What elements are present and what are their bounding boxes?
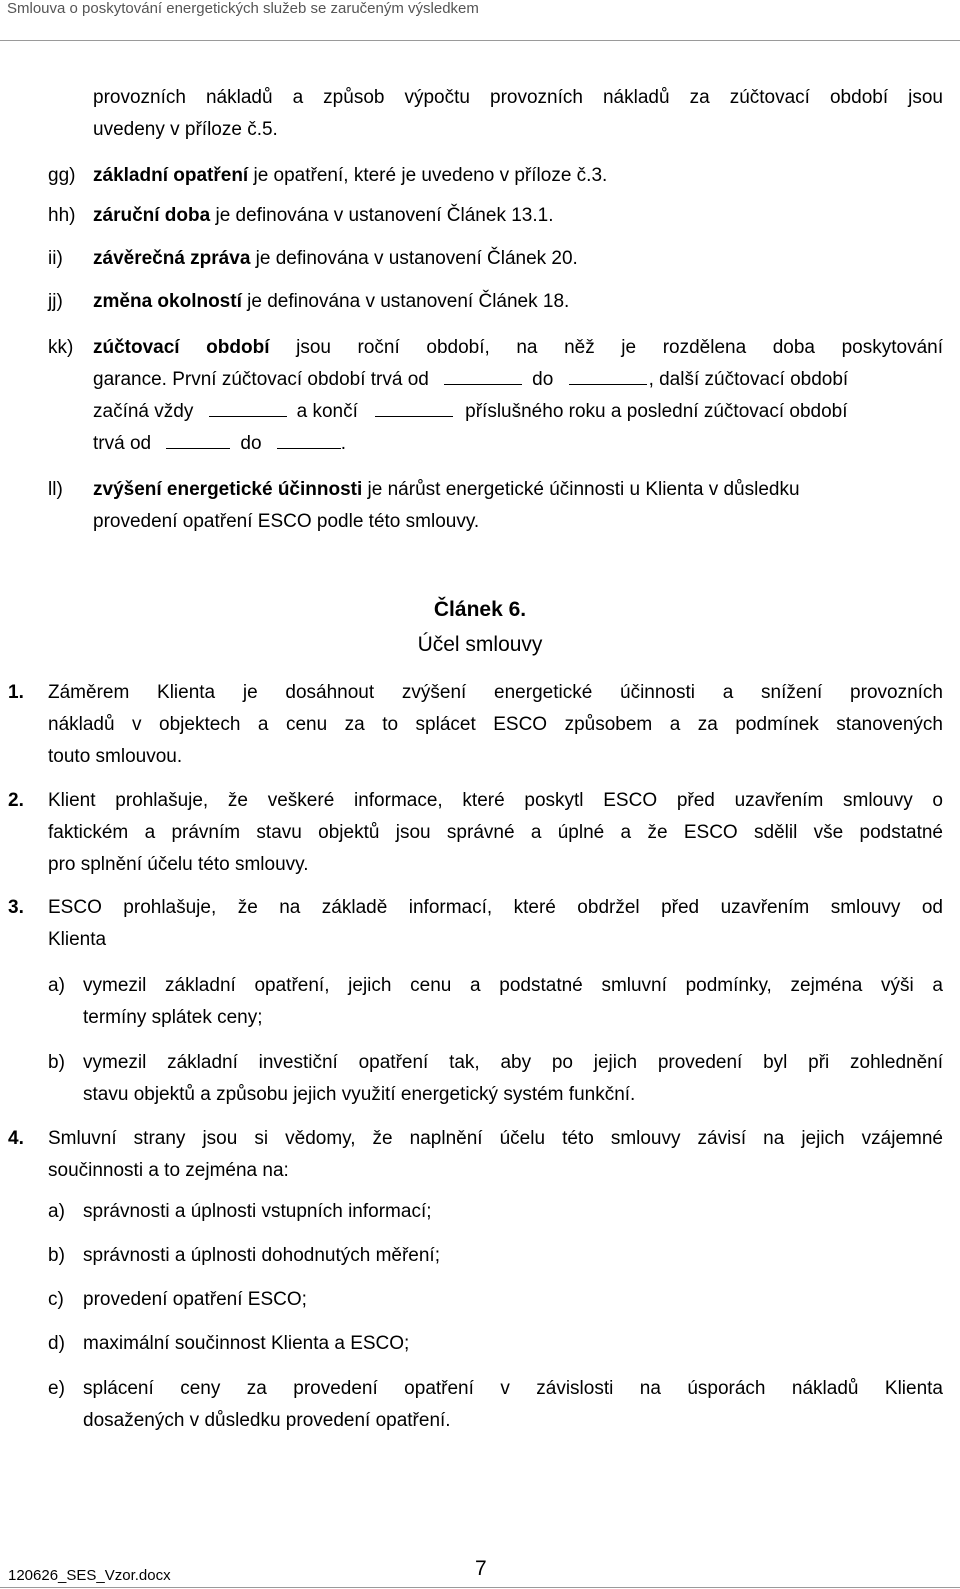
- definition-kk-line4: trvá od do .: [93, 433, 347, 454]
- article-title: Účel smlouvy: [417, 633, 543, 656]
- item-number: 1.: [8, 682, 24, 703]
- item-3-line: Klienta: [48, 929, 107, 950]
- subitem-marker: a): [48, 975, 65, 996]
- definition-kk-line3: začíná vždy a končí příslušného roku a poslední zúčtovací období: [93, 401, 848, 422]
- definition-continuation-line: provozních nákladů a způsob výpočtu provozních nákladů za zúčtovací období jsou: [93, 87, 943, 108]
- definition-text: je definována v ustanovení Článek 13.1.: [210, 205, 554, 226]
- definition-ll-line2: provedení opatření ESCO podle této smlouvy.: [93, 511, 480, 532]
- definition-continuation-line: uvedeny v příloze č.5.: [93, 119, 278, 140]
- subitem-marker: c): [48, 1289, 64, 1310]
- item-4-line: součinnosti a to zejména na:: [48, 1160, 289, 1181]
- definition-hh: [93, 200, 553, 232]
- subitem-marker: b): [48, 1245, 65, 1266]
- document-header: [0, 0, 960, 41]
- item-1-line: Záměrem Klienta je dosáhnout zvýšení energetické účinnosti a snížení provozních: [48, 682, 943, 703]
- definition-marker: ll): [48, 479, 63, 500]
- subitem-3b-line: vymezil základní investiční opatření tak, aby po jejich provedení byl při zohlednění: [83, 1052, 943, 1073]
- item-1-line: nákladů v objektech a cenu za to splácet ESCO způsobem a za podmínek stanovených: [48, 714, 943, 735]
- blank-field: [569, 368, 647, 385]
- definition-marker: gg): [48, 165, 76, 186]
- item-1-line: touto smlouvou.: [48, 746, 183, 767]
- definition-ll: [93, 474, 800, 506]
- definition-text: je opatření, které je uvedeno v příloze č.3.: [248, 165, 608, 186]
- subitem-4d: maximální součinnost Klienta a ESCO;: [83, 1333, 410, 1354]
- item-2-line: Klient prohlašuje, že veškeré informace, které poskytl ESCO před uzavřením smlouvy o: [48, 790, 943, 811]
- subitem-marker: a): [48, 1201, 65, 1222]
- definition-term: zvýšení energetické účinnosti: [93, 479, 363, 500]
- article-number: Článek 6.: [433, 598, 527, 621]
- subitem-4b: správnosti a úplnosti dohodnutých měření;: [83, 1245, 440, 1266]
- item-4-line: Smluvní strany jsou si vědomy, že naplnění účelu této smlouvy závisí na jejich vzájemné: [48, 1128, 943, 1149]
- header-title: Smlouva o poskytování energetických služeb se zaručeným výsledkem: [7, 0, 479, 17]
- definition-kk: [93, 332, 943, 364]
- blank-field: [277, 432, 341, 449]
- definition-jj: [93, 286, 569, 318]
- subitem-marker: e): [48, 1378, 65, 1399]
- item-2-line: pro splnění účelu této smlouvy.: [48, 854, 309, 875]
- blank-field: [375, 400, 453, 417]
- subitem-4e-line: splácení ceny za provedení opatření v závislosti na úsporách nákladů Klienta: [83, 1378, 943, 1399]
- definition-marker: ii): [48, 248, 63, 269]
- blank-field: [444, 368, 522, 385]
- definition-text: jsou roční období, na něž je rozdělena doba poskytování: [269, 337, 943, 358]
- subitem-3a-line: vymezil základní opatření, jejich cenu a podstatné smluvní podmínky, zejména výši a: [83, 975, 943, 996]
- definition-term: závěrečná zpráva: [93, 248, 251, 269]
- footer-filename: 120626_SES_Vzor.docx: [8, 1567, 171, 1584]
- definition-gg: [93, 160, 607, 192]
- definition-text: je definována v ustanovení Článek 20.: [250, 248, 578, 269]
- definition-ii: [93, 243, 578, 275]
- subitem-marker: b): [48, 1052, 65, 1073]
- subitem-3a-line: termíny splátek ceny;: [83, 1007, 263, 1028]
- definition-kk-line2: garance. První zúčtovací období trvá od do , další zúčtovací období: [93, 369, 849, 390]
- definition-text: je definována v ustanovení Článek 18.: [241, 291, 570, 312]
- blank-field: [166, 432, 230, 449]
- definition-marker: jj): [48, 291, 63, 312]
- item-number: 2.: [8, 790, 24, 811]
- subitem-marker: d): [48, 1333, 65, 1354]
- item-3-line: ESCO prohlašuje, že na základě informací, které obdržel před uzavřením smlouvy od: [48, 897, 943, 918]
- page-number: 7: [475, 1557, 487, 1580]
- item-2-line: faktickém a právním stavu objektů jsou správné a úplné a že ESCO sdělil vše podstatné: [48, 822, 943, 843]
- subitem-4e-line: dosažených v důsledku provedení opatření.: [83, 1410, 451, 1431]
- blank-field: [209, 400, 287, 417]
- definition-text: je nárůst energetické účinnosti u Klienta v důsledku: [362, 479, 800, 500]
- footer-divider: [0, 1587, 960, 1588]
- definition-marker: kk): [48, 337, 74, 358]
- subitem-4c: provedení opatření ESCO;: [83, 1289, 307, 1310]
- subitem-3b-line: stavu objektů a způsobu jejich využití energetický systém funkční.: [83, 1084, 636, 1105]
- subitem-4a: správnosti a úplnosti vstupních informací;: [83, 1201, 432, 1222]
- item-number: 4.: [8, 1128, 24, 1149]
- item-number: 3.: [8, 897, 24, 918]
- definition-marker: hh): [48, 205, 76, 226]
- definition-term: základní opatření: [93, 165, 249, 186]
- definition-term: záruční doba: [93, 205, 211, 226]
- definition-term: změna okolností: [93, 291, 242, 312]
- definition-term: zúčtovací období: [93, 337, 270, 358]
